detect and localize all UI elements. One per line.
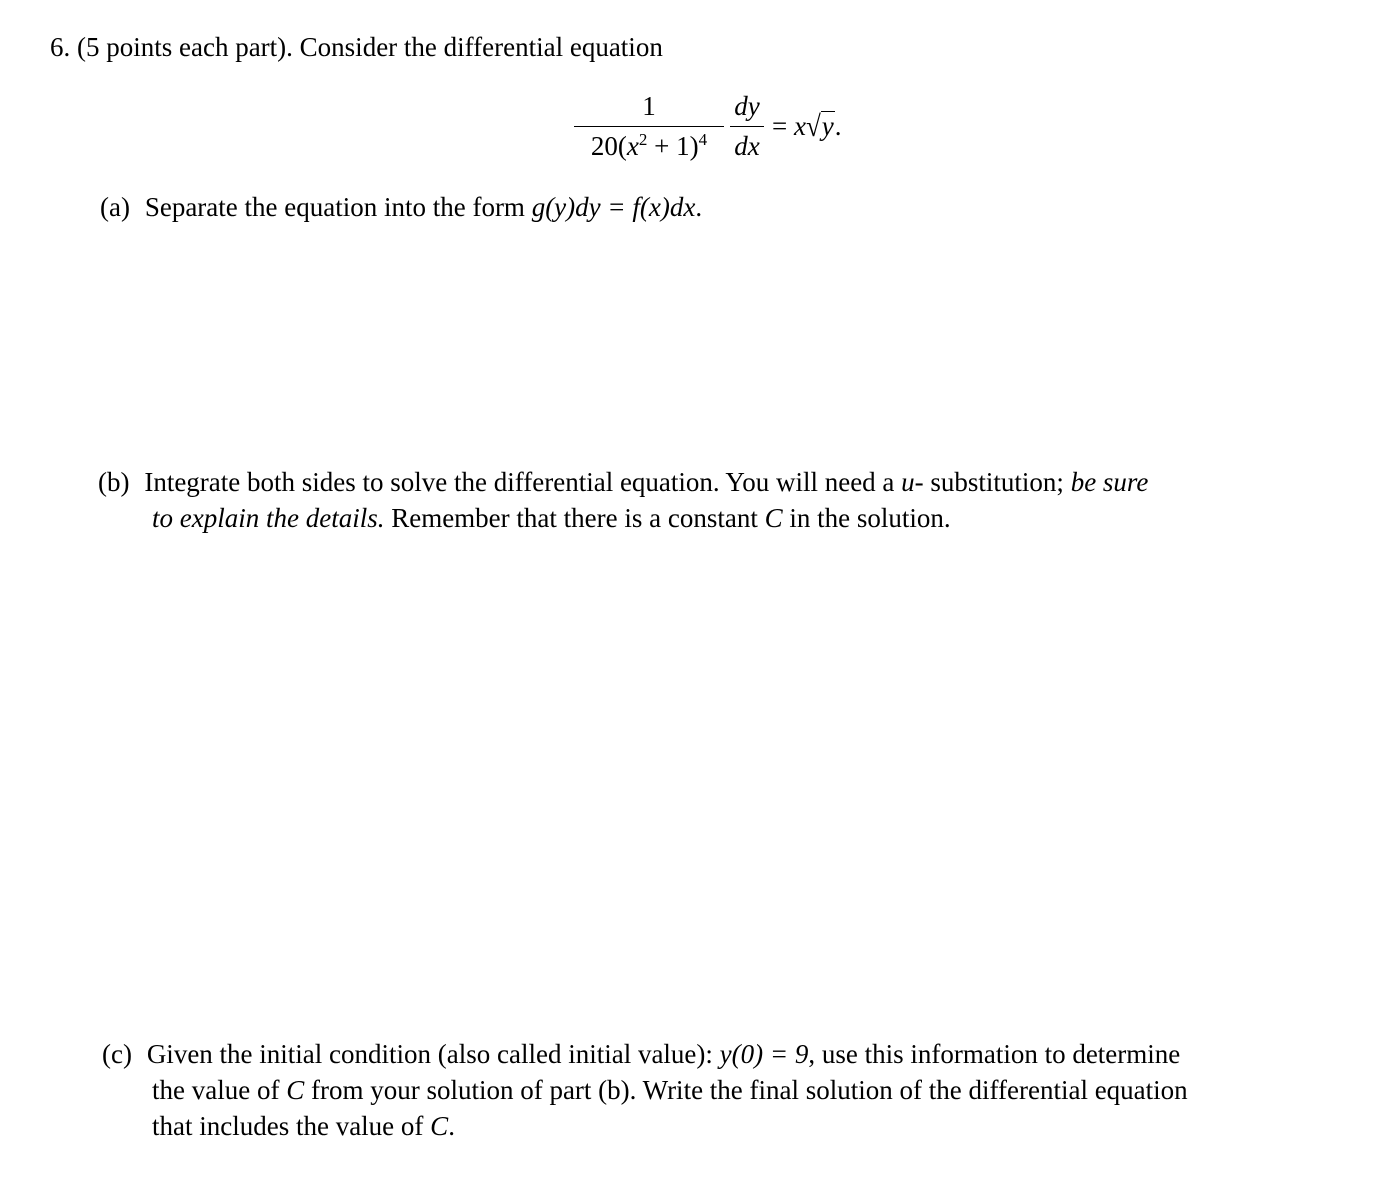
- part-b-line-1: (b) Integrate both sides to solve the differential equation. You will need a u- substitution; be sure: [98, 467, 1149, 497]
- initial-condition: y(0) = 9: [719, 1039, 809, 1069]
- rhs-period: .: [834, 111, 842, 141]
- part-a-text: Separate the equation into the form: [144, 192, 532, 222]
- part-b-line-2: to explain the details. Remember that there is a constant C in the solution.: [152, 503, 951, 533]
- problem-header: [50, 29, 663, 65]
- equals-sign: =: [772, 111, 788, 141]
- part-c-line-3: that includes the value of C.: [152, 1111, 455, 1141]
- part-b-label: (b): [98, 467, 130, 497]
- part-a-math: g(y)dy = f(x)dx: [531, 192, 696, 222]
- problem-number: 6.: [50, 32, 71, 62]
- part-c-label: (c): [102, 1039, 132, 1069]
- part-a-label: (a): [100, 192, 130, 222]
- rhs-x: x: [793, 111, 806, 141]
- part-c-line-2: the value of C from your solution of part (b). Write the final solution of the differential equation: [152, 1075, 1188, 1105]
- part-c-line-1: (c) Given the initial condition (also called initial value): y(0) = 9, use this information to determine: [102, 1039, 1181, 1069]
- derivative-bar: [730, 126, 764, 127]
- square-root: √y: [805, 109, 834, 143]
- fraction-bar: [574, 126, 724, 127]
- fraction-denominator: $20(x^2 + 1)^4$: [590, 130, 708, 161]
- problem-header-text: (5 points each part). Consider the differential equation: [77, 32, 663, 62]
- part-a: (a) Separate the equation into the form g(y)dy = f(x)dx.: [100, 192, 703, 222]
- fraction-numerator: 1: [642, 91, 656, 121]
- derivative-numerator: dy: [734, 91, 760, 121]
- derivative-denominator: dx: [734, 131, 760, 161]
- equation-rhs: [772, 108, 842, 144]
